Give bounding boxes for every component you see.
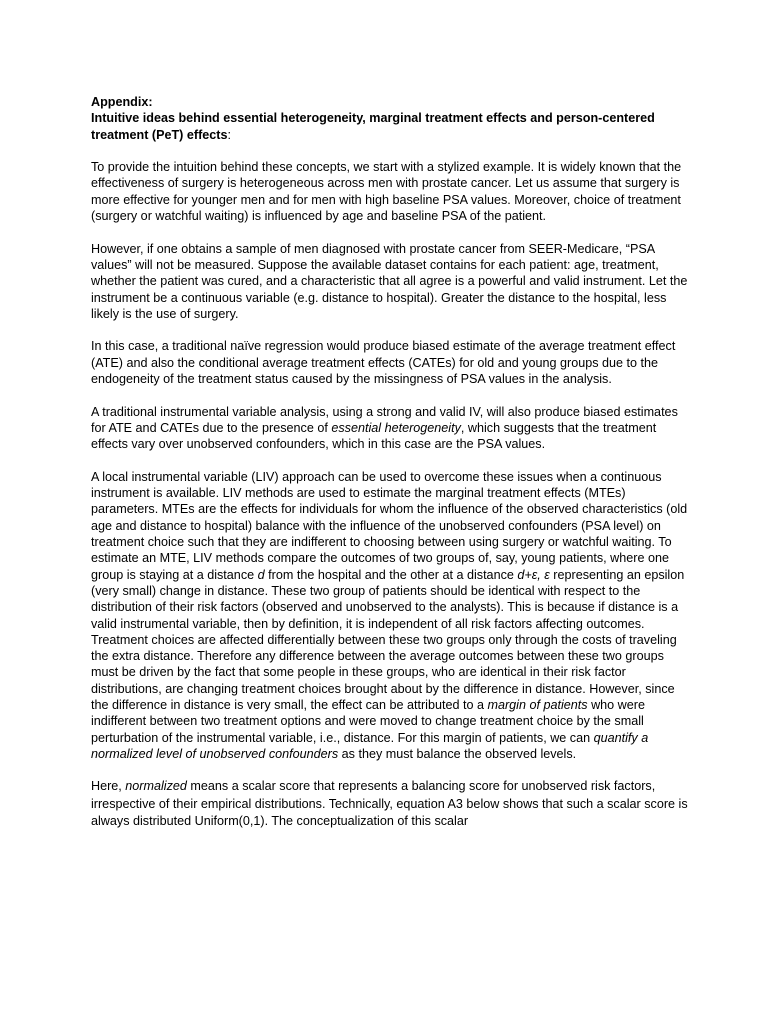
emphasis-normalized: normalized — [125, 779, 187, 794]
emphasis-essential-heterogeneity: essential heterogeneity — [331, 420, 461, 435]
paragraph-4 — [91, 404, 691, 453]
emphasis-margin-of-patients: margin of patients — [487, 697, 588, 712]
emphasis-d-plus-epsilon: d+ε, ε — [517, 567, 550, 582]
emphasis-d: d — [257, 567, 265, 582]
paragraph-3: In this case, a traditional naïve regression would produce biased estimate of the average treatment effect (ATE) and also the conditional average treatment effects (CATEs) for old and young groups due to the endogeneity of the treatment status caused by the missingness of PSA values in the analysis. — [91, 339, 676, 387]
appendix-page — [91, 94, 691, 846]
paragraph-5-text-c: from the hospital and the other at a distance — [264, 567, 518, 582]
paragraph-2: However, if one obtains a sample of men diagnosed with prostate cancer from SEER-Medicare, “PSA values” will not be measured. Suppose the available dataset contains for each patient: age, treatment, whether the patient was cured, and a characteristic that all agree is a powerful and valid instrument. Let the instrument be a continuous variable (e.g. distance to hospital). Greater the distance to the hospital, less likely is the use of surgery. — [91, 241, 688, 321]
paragraph-5 — [91, 469, 691, 762]
paragraph-4-text-a: A traditional instrumental variable analysis, using a strong and valid IV, will also produce biased estimates for ATE and CATEs due to the presence of — [91, 404, 678, 435]
appendix-title — [91, 110, 691, 143]
emphasis-quantify-normalized: quantify a normalized level of unobserved confounders — [91, 730, 649, 761]
paragraph-5-text-i: as they must balance the observed levels. — [338, 746, 577, 761]
paragraph-6 — [91, 778, 691, 830]
paragraph-6-text-c: means a scalar score that represents a balancing score for unobserved risk factors, irrespective of their empirical distributions. Technically, equation A3 below shows that such a scalar score is always distributed Uniform(0,1). The conceptualization of this scalar — [91, 779, 688, 828]
paragraph-6-text-a: Here, — [91, 779, 126, 794]
paragraph-5-text-g: who were indifferent between two treatment options and were moved to change treatment choice by the small perturbation of the instrumental variable, i.e., distance. For this margin of patients, we can — [91, 697, 645, 745]
paragraph-1: To provide the intuition behind these concepts, we start with a stylized example. It is widely known that the effectiveness of surgery is heterogeneous across men with prostate cancer. Let us assume that surgery is more effective for younger men and for men with high baseline PSA values. Moreover, choice of treatment (surgery or watchful waiting) is influenced by age and baseline PSA of the patient. — [91, 160, 682, 224]
paragraph-5-text-a: A local instrumental variable (LIV) approach can be used to overcome these issues when a continuous instrument is available. LIV methods are used to estimate the marginal treatment effects (MTEs) parameters. MTEs are the effects for individuals for whom the influence of the observed characteristics (old age and distance to hospital) balance with the influence of the unobserved confounders (PSA level) on treatment choice such that they are indifferent to choosing between using surgery or watchful waiting. To estimate an MTE, LIV methods compare the outcomes of two groups of, say, young patients, where one group is staying at a distance — [91, 469, 688, 582]
appendix-title-text: Intuitive ideas behind essential heterogeneity, marginal treatment effects and person-centered treatment (PeT) effects — [91, 111, 655, 142]
paragraph-5-text-e: representing an epsilon (very small) change in distance. These two group of patients should be identical with respect to the distribution of their risk factors (observed and unobserved to the analysts). This is because if distance is a valid instrumental variable, then by definition, it is independent of all risk factors affecting outcomes. Treatment choices are affected differentially between these two groups only through the costs of traveling the extra distance. Therefore any difference between the average outcomes between these two groups must be driven by the fact that some people in these groups, who are identical in their risk factor distributions, are changing treatment choices brought about by the difference in distance. However, since the difference in distance is very small, the effect can be attributed to a — [91, 567, 685, 712]
appendix-label: Appendix: — [91, 95, 153, 109]
appendix-title-colon: : — [227, 127, 231, 142]
paragraph-4-text-c: , which suggests that the treatment effects vary over unobserved confounders, which in this case are the PSA values. — [91, 420, 657, 452]
